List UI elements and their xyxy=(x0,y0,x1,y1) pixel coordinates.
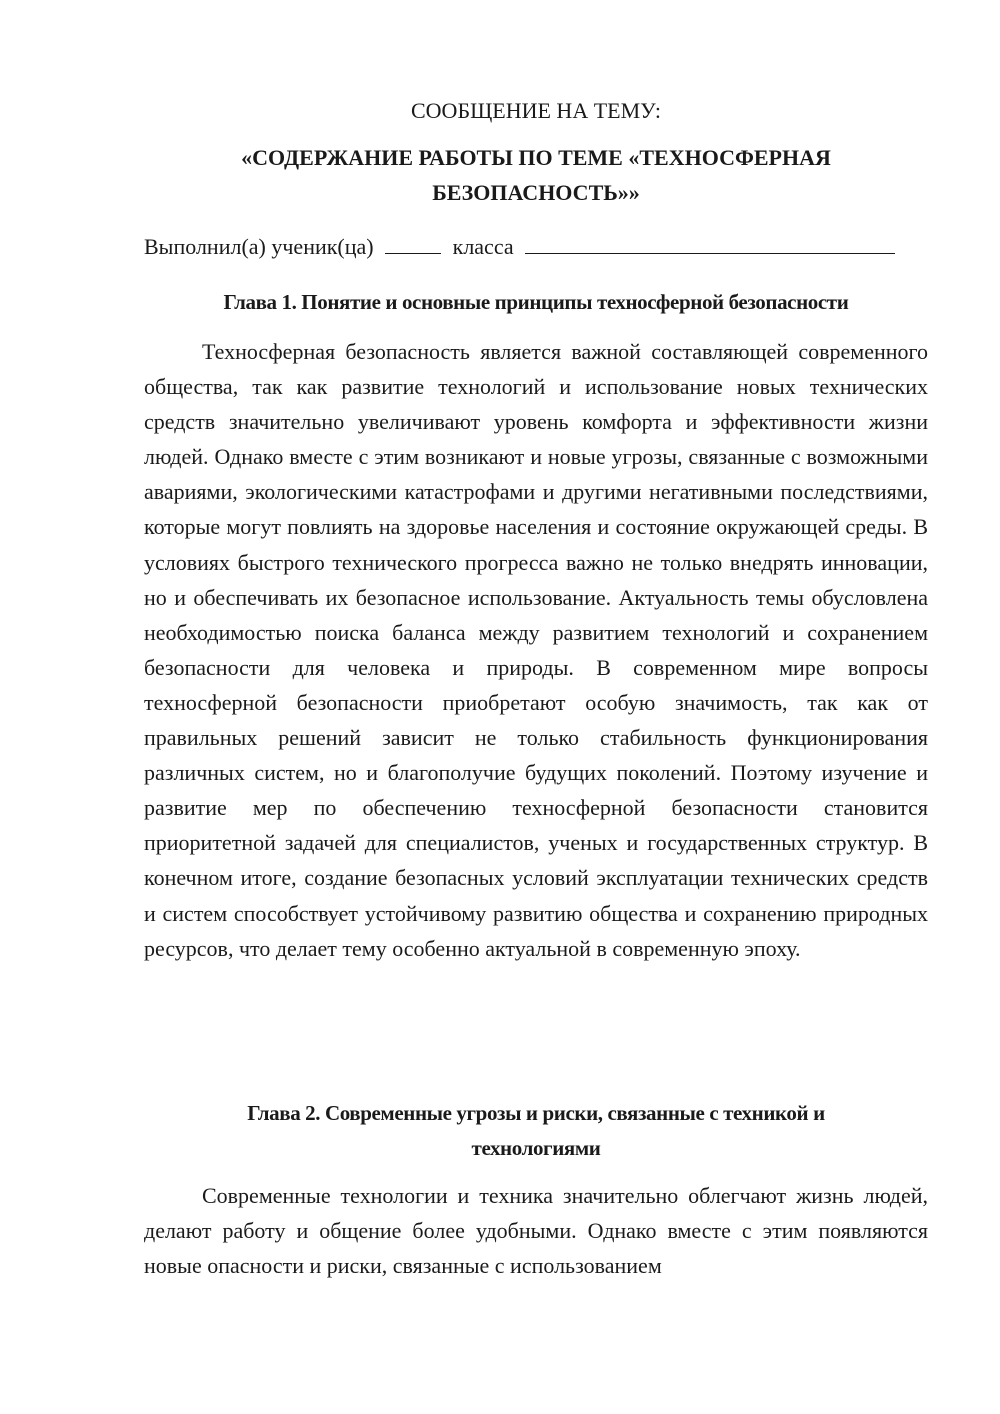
student-name-blank xyxy=(525,231,895,254)
performer-label: Выполнил(а) ученик(ца) xyxy=(144,234,374,259)
document-subject-line-1: «СОДЕРЖАНИЕ РАБОТЫ ПО ТЕМЕ «ТЕХНОСФЕРНАЯ xyxy=(241,145,831,170)
class-label: класса xyxy=(452,234,514,259)
performer-line xyxy=(144,229,928,264)
chapter-1-paragraph: Техносферная безопасность является важной составляющей современного общества, так как развитие технологий и использование новых технических средств значительно увеличивают уровень комфорта и эффективности жизни людей. Однако вместе с этим возникают и новые угрозы, связанные с возможными авариями, экологическими катастрофами и другими негативными последствиями, которые могут повлиять на здоровье населения и состояние окружающей среды. В условиях быстрого технического прогресса важно не только внедрять инновации, но и обеспечивать их безопасное использование. Актуальность темы обусловлена необходимостью поиска баланса между развитием технологий и сохранением безопасности для человека и природы. В современном мире вопросы техносферной безопасности приобретают особую значимость, так как от правильных решений зависит не только стабильность функционирования различных систем, но и благополучие будущих поколений. Поэтому изучение и развитие мер по обеспечению техносферной безопасности становится приоритетной задачей для специалистов, ученых и государственных структур. В конечном итоге, создание безопасных условий эксплуатации технических средств и систем способствует устойчивому развитию общества и сохранению природных ресурсов, что делает тему особенно актуальной в современную эпоху. xyxy=(144,339,928,961)
chapter-2-heading-line-1: Глава 2. Современные угрозы и риски, связанные с техникой и xyxy=(247,1101,825,1125)
document-title: СООБЩЕНИЕ НА ТЕМУ: xyxy=(411,98,661,123)
chapter-1-heading: Глава 1. Понятие и основные принципы техносферной безопасности xyxy=(223,290,849,314)
class-number-blank xyxy=(385,231,441,254)
chapter-2-paragraph: Современные технологии и техника значительно облегчают жизнь людей, делают работу и общение более удобными. Однако вместе с этим появляются новые опасности и риски, связанные с использованием xyxy=(144,1183,928,1279)
document-subject-line-2: БЕЗОПАСНОСТЬ»» xyxy=(432,180,640,205)
chapter-2-heading-line-2: технологиями xyxy=(471,1136,601,1160)
